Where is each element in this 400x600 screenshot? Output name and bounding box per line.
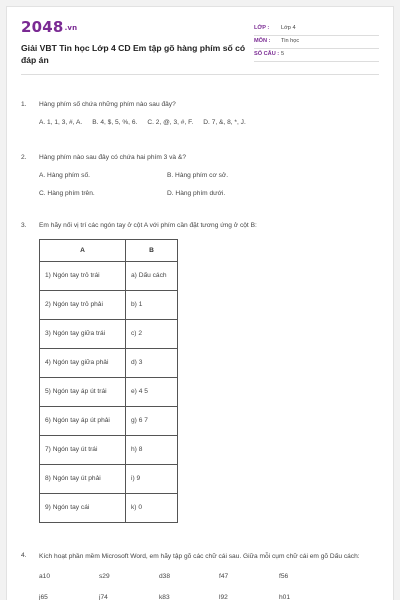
meta-value: Lớp 4 [281,25,296,31]
practice-word: h01 [279,593,291,600]
table-row [40,435,178,464]
table-header-row [40,239,178,261]
worksheet-header [21,19,379,75]
finger-cell: 5) Ngón tay áp út trái [40,377,126,406]
meta-key: MÔN : [254,38,271,44]
practice-word: j65 [39,593,48,600]
key-cell: g) 6 7 [126,406,178,435]
practice-word: d38 [159,572,171,580]
matching-table [39,239,178,523]
question-text: Em hãy nối vị trí các ngón tay ở cột A với phím cần đặt tương ứng ở cột B: [39,221,257,229]
meta-value: 5 [281,51,285,57]
question-2 [21,153,379,198]
practice-word: k83 [159,593,170,600]
meta-info [254,23,379,66]
question-text: Hàng phím số chứa những phím nào sau đây? [39,100,176,108]
finger-cell: 1) Ngón tay trỏ trái [40,261,126,290]
question-4 [21,551,379,600]
practice-word: f47 [219,572,229,580]
option-b[interactable]: B. Hàng phím cơ sở. [167,171,229,179]
meta-key: LỚP : [254,25,270,31]
option-d[interactable]: D. 7, &, 8, *, J. [203,118,246,126]
option-d[interactable]: D. Hàng phím dưới. [167,189,226,197]
option-b[interactable]: B. 4, $, 5, %, 6. [92,118,138,126]
column-header-b: B [126,239,178,261]
site-logo[interactable] [21,19,251,36]
practice-word: j74 [99,593,108,600]
table-row [40,377,178,406]
finger-cell: 4) Ngón tay giữa phải [40,348,126,377]
logo-suffix: .vn [64,23,78,32]
brand-block [21,19,251,66]
finger-cell: 8) Ngón tay út phải [40,464,126,493]
option-a[interactable]: A. Hàng phím số. [39,171,90,179]
table-row [40,464,178,493]
key-cell: c) 2 [126,319,178,348]
question-number: 2. [21,153,27,161]
meta-row-grade [254,23,379,36]
finger-cell: 2) Ngón tay trỏ phải [40,290,126,319]
question-number: 1. [21,100,27,108]
meta-key: SỐ CÂU : [254,51,280,57]
question-number: 3. [21,221,27,229]
practice-word: s29 [99,572,110,580]
finger-cell: 9) Ngón tay cái [40,493,126,522]
meta-row-count [254,49,379,62]
column-header-a: A [40,239,126,261]
question-number: 4. [21,551,27,559]
finger-cell: 3) Ngón tay giữa trái [40,319,126,348]
finger-cell: 7) Ngón tay út trái [40,435,126,464]
practice-word: f56 [279,572,289,580]
practice-word: a10 [39,572,51,580]
table-row [40,406,178,435]
document-title: Giải VBT Tin học Lớp 4 CD Em tập gõ hàng phím số có đáp án [21,42,246,65]
answer-options [39,171,379,198]
question-text: Hàng phím nào sau đây có chứa hai phím 3 và &? [39,153,187,161]
table-row [40,493,178,522]
key-cell: d) 3 [126,348,178,377]
key-cell: e) 4 5 [126,377,178,406]
worksheet-page [6,6,394,600]
meta-row-subject [254,36,379,49]
key-cell: i) 9 [126,464,178,493]
answer-options [39,118,379,127]
key-cell: a) Dấu cách [126,261,178,290]
logo-text: 2048 [21,18,64,36]
practice-words [39,572,379,600]
option-c[interactable]: C. Hàng phím trên. [39,189,95,197]
table-row [40,319,178,348]
option-a[interactable]: A. 1, 1, 3, #, A. [39,118,83,126]
table-row [40,290,178,319]
question-3 [21,221,379,523]
practice-word: l92 [219,593,228,600]
key-cell: b) 1 [126,290,178,319]
question-1 [21,100,379,127]
option-c[interactable]: C. 2, @, 3, #, F. [147,118,194,126]
finger-cell: 6) Ngón tay áp út phải [40,406,126,435]
meta-value: Tin học [281,38,300,44]
key-cell: k) 0 [126,493,178,522]
table-row [40,261,178,290]
question-text: Kích hoạt phần mềm Microsoft Word, em hãy tập gõ các chữ cái sau. Giữa mỗi cụm chữ cái em gõ Dấu cách: [39,552,360,560]
table-row [40,348,178,377]
key-cell: h) 8 [126,435,178,464]
